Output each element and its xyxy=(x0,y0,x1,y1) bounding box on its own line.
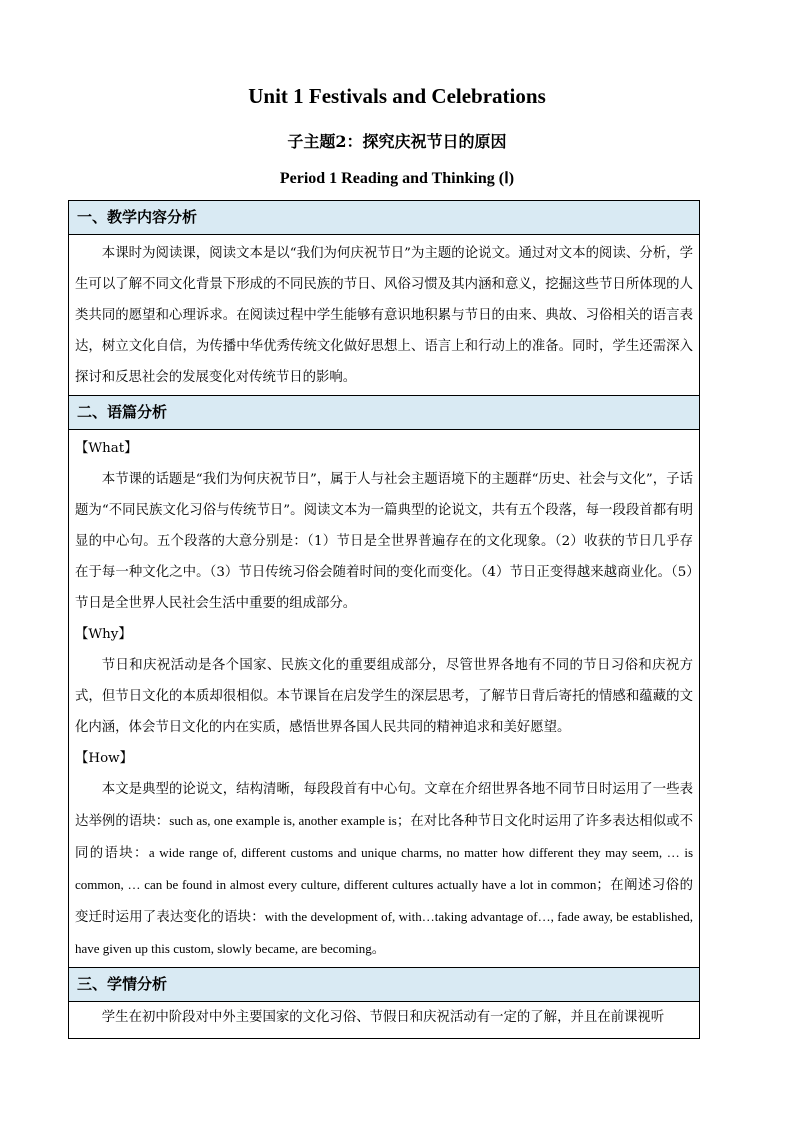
content-analysis-paragraph: 本课时为阅读课，阅读文本是以“我们为何庆祝节日”为主题的论说文。通过对文本的阅读、分析，学生可以了解不同文化背景下形成的不同民族的节日、风俗习惯及其内涵和意义，挖掘这些节日所体现的人类共同的愿望和心理诉求。在阅读过程中学生能够有意识地积累与节日的由来、典故、习俗相关的语言表达，树立文化自信，为传播中华优秀传统文化做好思想上、语言上和行动上的准备。同时，学生还需深入探讨和反思社会的发展变化对传统节日的影响。 xyxy=(75,246,693,385)
how-text-4: 。 xyxy=(371,942,386,957)
how-label: 【How】 xyxy=(75,751,133,766)
how-english-comparison: a wide range of, different customs and unique charms, no matter how different they may seem, … is common, … can be found in almost every culture, different cultures actually have a lot in common xyxy=(75,845,694,892)
period-title: Period 1 Reading and Thinking (Ⅰ) xyxy=(279,170,515,187)
section-body-learner-analysis xyxy=(69,1002,699,1038)
section-body-discourse-analysis xyxy=(69,430,699,968)
lesson-plan-table xyxy=(68,200,700,1039)
why-paragraph: 节日和庆祝活动是各个国家、民族文化的重要组成部分，尽管世界各地有不同的节日习俗和庆祝方式，但节日文化的本质却很相似。本节课旨在启发学生的深层思考，了解节日背后寄托的情感和蕴藏的文化内涵，体会节日文化的内在实质，感悟世界各国人民共同的精神追求和美好愿望。 xyxy=(75,658,693,735)
how-text-2: ；在对比各种节日文化时运用了许多表达相似或不同的语块： xyxy=(75,814,694,861)
section-heading-learner-analysis: 三、学情分析 xyxy=(69,968,699,1002)
how-text-3: ；在阐述习俗的变迁时运用了表达变化的语块： xyxy=(75,878,694,925)
why-label: 【Why】 xyxy=(75,627,132,642)
learner-analysis-paragraph: 学生在初中阶段对中外主要国家的文化习俗、节假日和庆祝活动有一定的了解，并且在前课视听 xyxy=(101,1010,665,1025)
how-english-examples: such as, one example is, another example is xyxy=(169,813,397,828)
document-title: Unit 1 Festivals and Celebrations xyxy=(248,84,546,108)
how-english-change: with the development of, with…taking advantage of…, fade away, be established, have given up this custom, slowly became, are becoming xyxy=(75,909,693,956)
how-paragraph xyxy=(75,774,693,965)
how-text-1: 本文是典型的论说文，结构清晰，每段段首有中心句。文章在介绍世界各地不同节日时运用了一些表达举例的语块： xyxy=(75,782,693,829)
what-label: 【What】 xyxy=(75,441,138,456)
section-heading-content-analysis: 一、教学内容分析 xyxy=(69,201,699,235)
section-heading-discourse-analysis: 二、语篇分析 xyxy=(69,396,699,430)
what-paragraph: 本节课的话题是“我们为何庆祝节日”，属于人与社会主题语境下的主题群“历史、社会与文化”，子话题为“不同民族文化习俗与传统节日”。阅读文本为一篇典型的论说文，共有五个段落，每一段段首都有明显的中心句。五个段落的大意分别是：（1）节日是全世界普遍存在的文化现象。（2）收获的节日几乎存在于每一种文化之中。（3）节日传统习俗会随着时间的变化而变化。（4）节日正变得越来越商业化。（5）节日是全世界人民社会生活中重要的组成部分。 xyxy=(75,472,693,611)
section-body-content-analysis xyxy=(69,235,699,396)
subtopic-title: 子主题2：探究庆祝节日的原因 xyxy=(287,132,507,151)
